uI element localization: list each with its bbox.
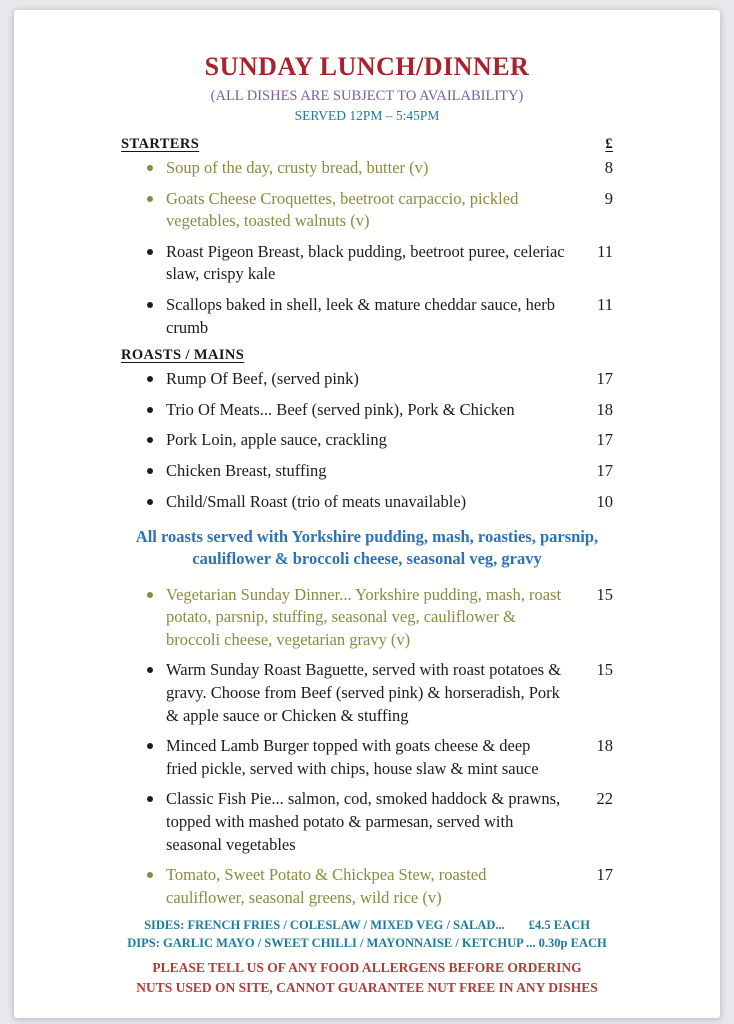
menu-item [147,294,613,339]
dish-price: 9 [604,188,613,208]
bullet-icon [147,743,153,749]
menu-item [147,368,613,391]
dish-description: Pork Loin, apple sauce, crackling [166,430,387,450]
dish-description: Soup of the day, crusty bread, butter (v) [166,158,429,177]
menu-item [147,157,613,180]
menu-item [147,460,613,483]
dish-description: Roast Pigeon Breast, black pudding, beetroot puree, celeriac slaw, crispy kale [166,241,565,284]
mains-heading: ROASTS / MAINS [121,347,245,364]
menu-item [147,399,613,422]
bullet-icon [147,249,153,255]
bullet-icon [147,196,153,202]
menu-title: SUNDAY LUNCH/DINNER [204,52,530,81]
menu-item [147,659,613,727]
bullet-icon [147,667,153,673]
bullet-icon [147,437,153,443]
dish-price: 17 [596,430,613,450]
allergen-line-2: NUTS USED ON SITE, CANNOT GUARANTEE NUT FREE IN ANY DISHES [136,979,598,995]
dish-price: 11 [597,294,613,314]
allergen-line-1: PLEASE TELL US OF ANY FOOD ALLERGENS BEFORE ORDERING [152,960,582,976]
dish-price: 18 [596,399,613,419]
dish-price: 17 [596,369,613,389]
dish-description: Tomato, Sweet Potato & Chickpea Stew, roasted cauliflower, seasonal greens, wild rice (v) [166,865,487,907]
bullet-icon [147,376,153,382]
dish-price: 17 [596,460,613,480]
dish-price: 8 [604,158,613,177]
menu-item [147,491,613,514]
bullet-icon [147,499,153,505]
dish-description: Chicken Breast, stuffing [166,460,327,480]
dish-description: Warm Sunday Roast Baguette, served with roast potatoes & gravy. Choose from Beef (served pink) & horseradish, Pork & apple sauce or Chicken & stuffing [166,660,562,725]
sides-list: SIDES: FRENCH FRIES / COLESLAW / MIXED VEG / SALAD... [144,918,505,933]
menu-page [14,10,720,1018]
dish-price: 18 [596,736,613,756]
dish-price: 22 [596,789,613,809]
dish-price: 17 [596,865,613,885]
currency-symbol: £ [605,136,613,152]
dish-description: Trio Of Meats... Beef (served pink), Pork & Chicken [166,399,515,419]
menu-item [147,241,613,286]
menu-header [14,52,720,124]
dish-description: Goats Cheese Croquettes, beetroot carpaccio, pickled vegetables, toasted walnuts (v) [166,188,519,231]
roast-accompaniments-note: All roasts served with Yorkshire pudding, mash, roasties, parsnip, cauliflower & broccoli cheese, seasonal veg, gravy [135,527,599,568]
dish-description: Classic Fish Pie... salmon, cod, smoked haddock & prawns, topped with mashed potato & parmesan, served with seasonal vegetables [166,789,561,854]
bullet-icon [147,302,153,308]
dish-description: Scallops baked in shell, leek & mature cheddar sauce, herb crumb [166,294,555,337]
mains-section-header [121,347,613,364]
bullet-icon [147,468,153,474]
availability-note: (ALL DISHES ARE SUBJECT TO AVAILABILITY) [210,88,524,104]
menu-item [147,735,613,780]
starters-section-header [121,136,613,153]
bullet-icon [147,872,153,878]
menu-item [147,429,613,452]
dish-price: 11 [597,241,613,261]
bullet-icon [147,407,153,413]
menu-item [147,584,613,652]
menu-footer [14,917,720,997]
dish-price: 15 [596,660,613,680]
serving-times: SERVED 12PM – 5:45PM [294,108,440,123]
dish-description: Vegetarian Sunday Dinner... Yorkshire pudding, mash, roast potato, parsnip, stuffing, seasonal veg, cauliflower & broccoli cheese, vegetarian gravy (v) [166,584,562,649]
dips-line: DIPS: GARLIC MAYO / SWEET CHILLI / MAYONNAISE / KETCHUP ... 0.30p EACH [127,935,607,950]
sides-line [14,917,720,935]
dish-price: 15 [596,584,613,604]
sides-price: £4.5 EACH [528,918,590,933]
dish-description: Minced Lamb Burger topped with goats cheese & deep fried pickle, served with chips, house slaw & mint sauce [166,736,539,778]
menu-item [147,864,613,909]
dish-description: Child/Small Roast (trio of meats unavailable) [166,491,467,511]
menu-item [147,788,613,856]
starters-heading: STARTERS [121,136,200,152]
dish-price: 10 [596,491,613,511]
bullet-icon [147,165,153,171]
menu-content [121,136,613,909]
allergen-warning [14,958,720,997]
dish-description: Rump Of Beef, (served pink) [166,369,359,389]
bullet-icon [147,592,153,598]
bullet-icon [147,796,153,802]
menu-item [147,188,613,233]
